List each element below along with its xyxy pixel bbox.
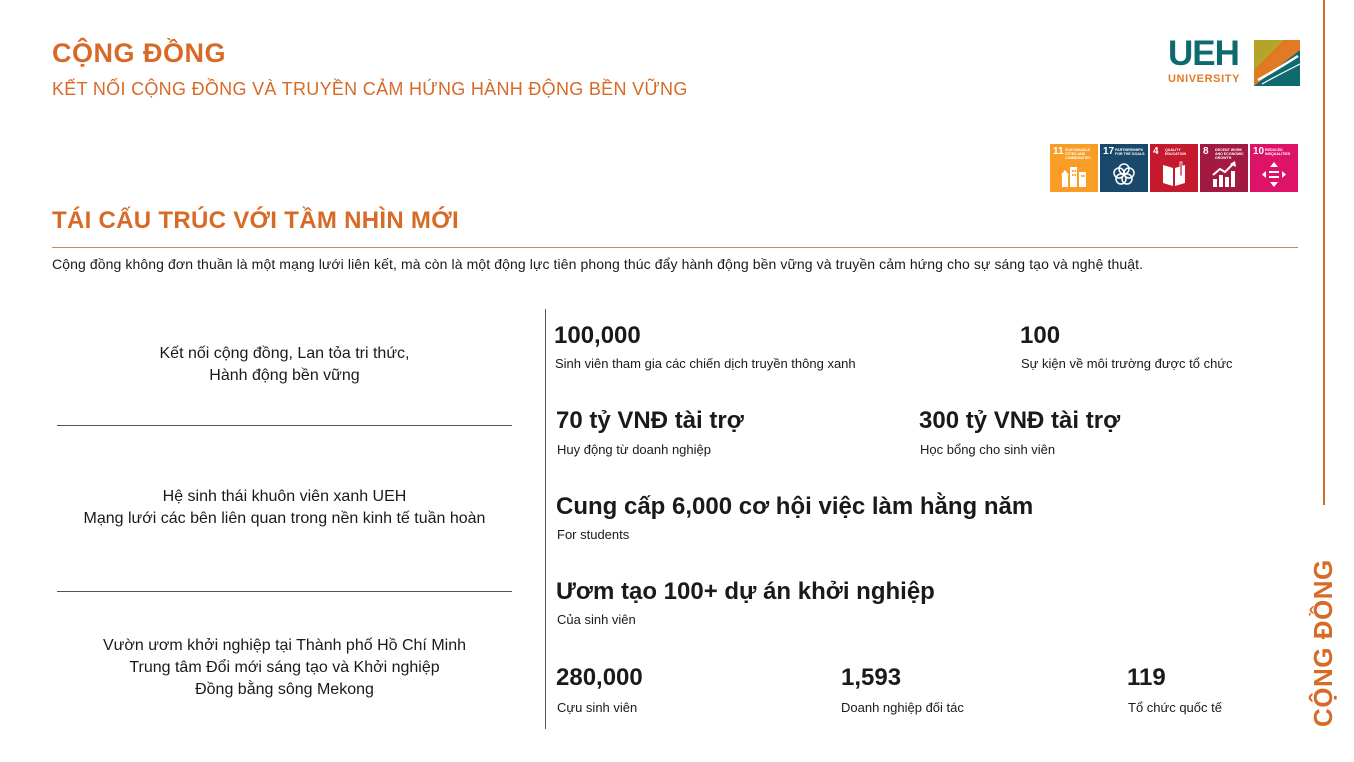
stat-partner-businesses-label: Doanh nghiệp đối tác bbox=[841, 700, 964, 715]
logo-tagline: UNIVERSITY bbox=[1168, 73, 1241, 85]
stat-business-funding-value: 70 tỷ VNĐ tài trợ bbox=[556, 407, 744, 434]
pillar-line: Kết nối cộng đồng, Lan tỏa tri thức, bbox=[159, 345, 410, 362]
sdg-17-badge: 17 PARTNERSHIPS FOR THE GOALS bbox=[1100, 144, 1148, 192]
stat-startups-label: Của sinh viên bbox=[557, 612, 636, 627]
pillar-line: Hành động bền vững bbox=[209, 367, 360, 384]
stat-international-orgs-label: Tổ chức quốc tế bbox=[1128, 700, 1222, 715]
page-title: CỘNG ĐỒNG bbox=[52, 38, 227, 68]
right-accent-line bbox=[1323, 0, 1325, 505]
pillar-line: Hệ sinh thái khuôn viên xanh UEH bbox=[162, 488, 407, 505]
pillar-divider bbox=[57, 425, 512, 426]
stat-environment-events-value: 100 bbox=[1020, 322, 1061, 349]
sdg-badges bbox=[1050, 144, 1298, 192]
stat-partner-businesses-value: 1,593 bbox=[841, 664, 902, 691]
stat-jobs-value: Cung cấp 6,000 cơ hội việc làm hằng năm bbox=[556, 493, 1034, 520]
pillar-line: Đồng bằng sông Mekong bbox=[195, 681, 374, 698]
growth-chart-icon bbox=[1210, 159, 1238, 189]
stat-jobs-label: For students bbox=[557, 527, 630, 542]
sdg-10-badge: 10 REDUCED INEQUALITIES bbox=[1250, 144, 1298, 192]
pillar-line: Mạng lưới các bên liên quan trong nền kinh tế tuần hoàn bbox=[83, 510, 486, 527]
sdg-8-badge: 8 DECENT WORK AND ECONOMIC GROWTH bbox=[1200, 144, 1248, 192]
side-section-label: CỘNG ĐỒNG bbox=[1308, 559, 1338, 727]
sdg-4-badge: 4 QUALITY EDUCATION bbox=[1150, 144, 1198, 192]
section-title: TÁI CẤU TRÚC VỚI TẦM NHÌN MỚI bbox=[52, 207, 459, 234]
stat-business-funding-label: Huy động từ doanh nghiệp bbox=[557, 442, 711, 457]
column-divider bbox=[545, 309, 546, 729]
book-icon bbox=[1160, 159, 1188, 189]
partnership-flower-icon bbox=[1110, 159, 1138, 189]
page-subtitle: KẾT NỐI CỘNG ĐỒNG VÀ TRUYỀN CẢM HỨNG HÀNH ĐỘNG BỀN VỮNG bbox=[52, 79, 688, 99]
pillar-block-3 bbox=[57, 635, 512, 701]
logo-wordmark: UEH bbox=[1168, 34, 1239, 73]
stat-students-green-campaign-label: Sinh viên tham gia các chiến dịch truyền thông xanh bbox=[555, 356, 856, 371]
logo-mark-icon bbox=[1254, 40, 1300, 86]
ueh-logo bbox=[1168, 34, 1300, 86]
stat-scholarship-funding-value: 300 tỷ VNĐ tài trợ bbox=[919, 407, 1121, 434]
section-intro: Cộng đồng không đơn thuần là một mạng lưới liên kết, mà còn là một động lực tiên phong thúc đẩy hành động bền vững và truyền cảm hứng cho sự sáng tạo và nghệ thuật. bbox=[52, 256, 1144, 272]
sdg-11-badge: 11 SUSTAINABLE CITIES AND COMMUNITIES bbox=[1050, 144, 1098, 192]
equality-icon bbox=[1260, 159, 1288, 189]
city-icon bbox=[1060, 159, 1088, 189]
stat-alumni-label: Cựu sinh viên bbox=[557, 700, 638, 715]
stat-students-green-campaign-value: 100,000 bbox=[554, 322, 641, 349]
stat-international-orgs-value: 119 bbox=[1127, 664, 1166, 691]
pillar-block-2 bbox=[57, 486, 512, 530]
stat-startups-value: Ươm tạo 100+ dự án khởi nghiệp bbox=[556, 578, 935, 605]
pillar-line: Trung tâm Đổi mới sáng tạo và Khởi nghiệp bbox=[129, 659, 440, 676]
pillar-divider bbox=[57, 591, 512, 592]
stat-scholarship-funding-label: Học bổng cho sinh viên bbox=[920, 442, 1056, 457]
stat-alumni-value: 280,000 bbox=[556, 664, 643, 691]
pillar-block-1 bbox=[57, 343, 512, 387]
stat-environment-events-label: Sự kiện về môi trường được tổ chức bbox=[1021, 356, 1233, 371]
section-divider bbox=[52, 247, 1298, 248]
pillar-line: Vườn ươm khởi nghiệp tại Thành phố Hồ Chí Minh bbox=[102, 637, 466, 654]
